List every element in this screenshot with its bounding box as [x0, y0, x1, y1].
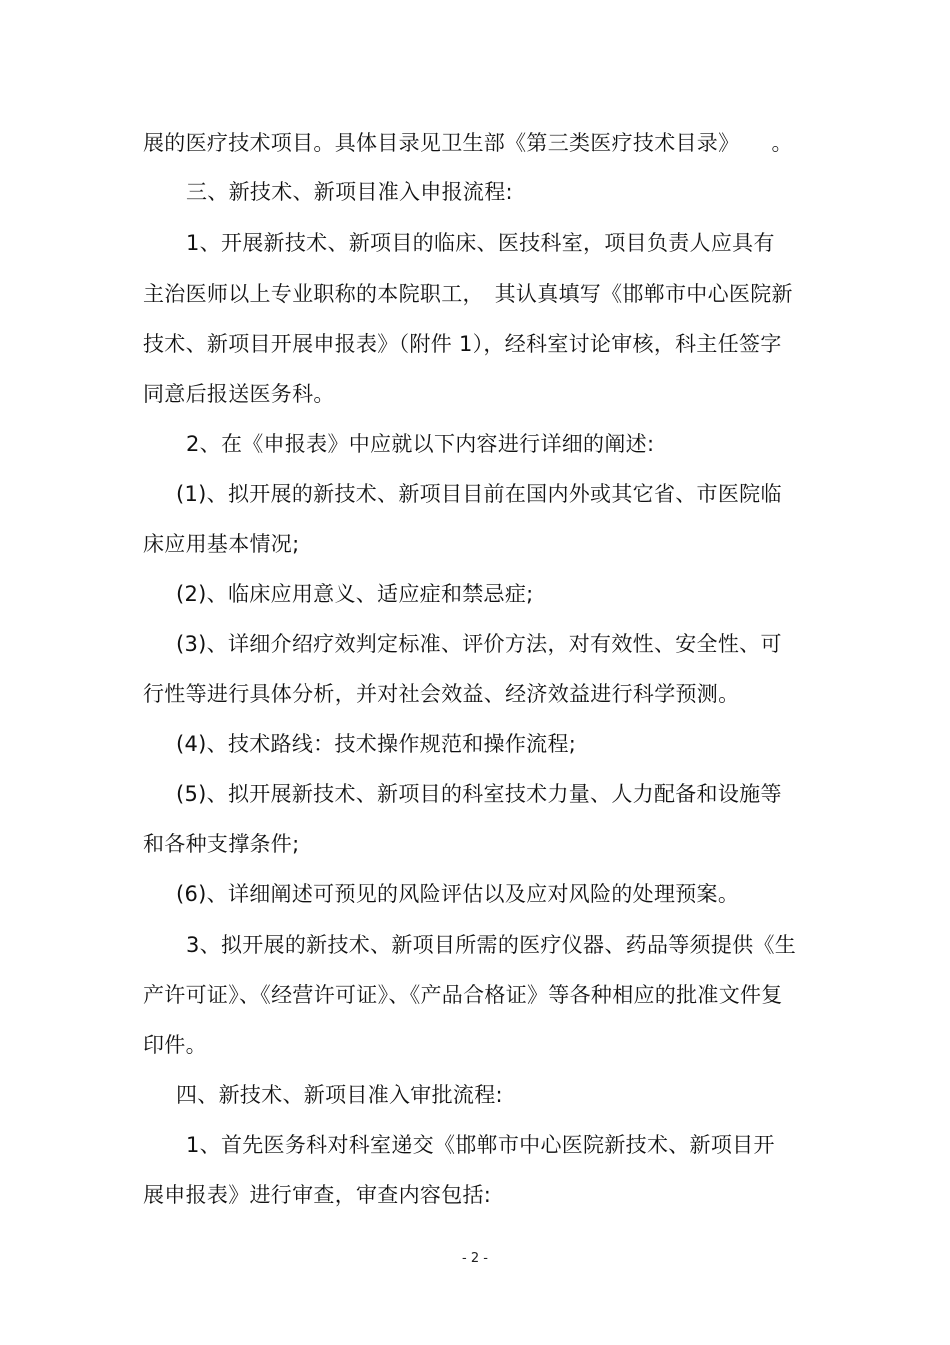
list-item-line: (6)、详细阐述可预见的风险评估以及应对风险的处理预案。: [176, 882, 740, 906]
paragraph-line: 2、在《申报表》中应就以下内容进行详细的阐述:: [186, 432, 655, 456]
list-item-line: 床应用基本情况;: [143, 532, 300, 556]
list-item-line: (2)、临床应用意义、适应症和禁忌症;: [176, 582, 534, 606]
paragraph-line: 产许可证》、《经营许可证》、《产品合格证》等各种相应的批准文件复: [143, 983, 783, 1007]
paragraph-line: 印件。: [143, 1033, 207, 1057]
paragraph-line: 3、拟开展的新技术、新项目所需的医疗仪器、药品等须提供《生: [186, 933, 797, 957]
paragraph-line: 1、开展新技术、新项目的临床、医技科室，项目负责人应具有: [186, 231, 775, 255]
paragraph-line: 展申报表》进行审查，审查内容包括:: [143, 1183, 492, 1207]
paragraph-line: 展的医疗技术项目。具体目录见卫生部《第三类医疗技术目录》 。: [143, 131, 793, 155]
paragraph-line: 1、首先医务科对科室递交《邯郸市中心医院新技术、新项目开: [186, 1133, 775, 1157]
list-item-line: (4)、技术路线：技术操作规范和操作流程;: [176, 732, 577, 756]
section-heading: 三、新技术、新项目准入申报流程:: [186, 180, 513, 204]
paragraph-line: 同意后报送医务科。: [143, 382, 335, 406]
paragraph-line: 主治医师以上专业职称的本院职工， 其认真填写《邯郸市中心医院新: [143, 282, 793, 306]
list-item-line: (5)、拟开展新技术、新项目的科室技术力量、人力配备和设施等: [176, 782, 782, 806]
section-heading: 四、新技术、新项目准入审批流程:: [176, 1083, 503, 1107]
paragraph-line: 技术、新项目开展申报表》（附件 1），经科室讨论审核，科主任签字: [143, 332, 782, 356]
list-item-line: 和各种支撑条件;: [143, 832, 300, 856]
list-item-line: (3)、详细介绍疗效判定标准、评价方法，对有效性、安全性、可: [176, 632, 782, 656]
list-item-line: 行性等进行具体分析，并对社会效益、经济效益进行科学预测。: [143, 682, 740, 706]
list-item-line: (1)、拟开展的新技术、新项目目前在国内外或其它省、市医院临: [176, 482, 782, 506]
page-number: - 2 -: [462, 1251, 488, 1266]
